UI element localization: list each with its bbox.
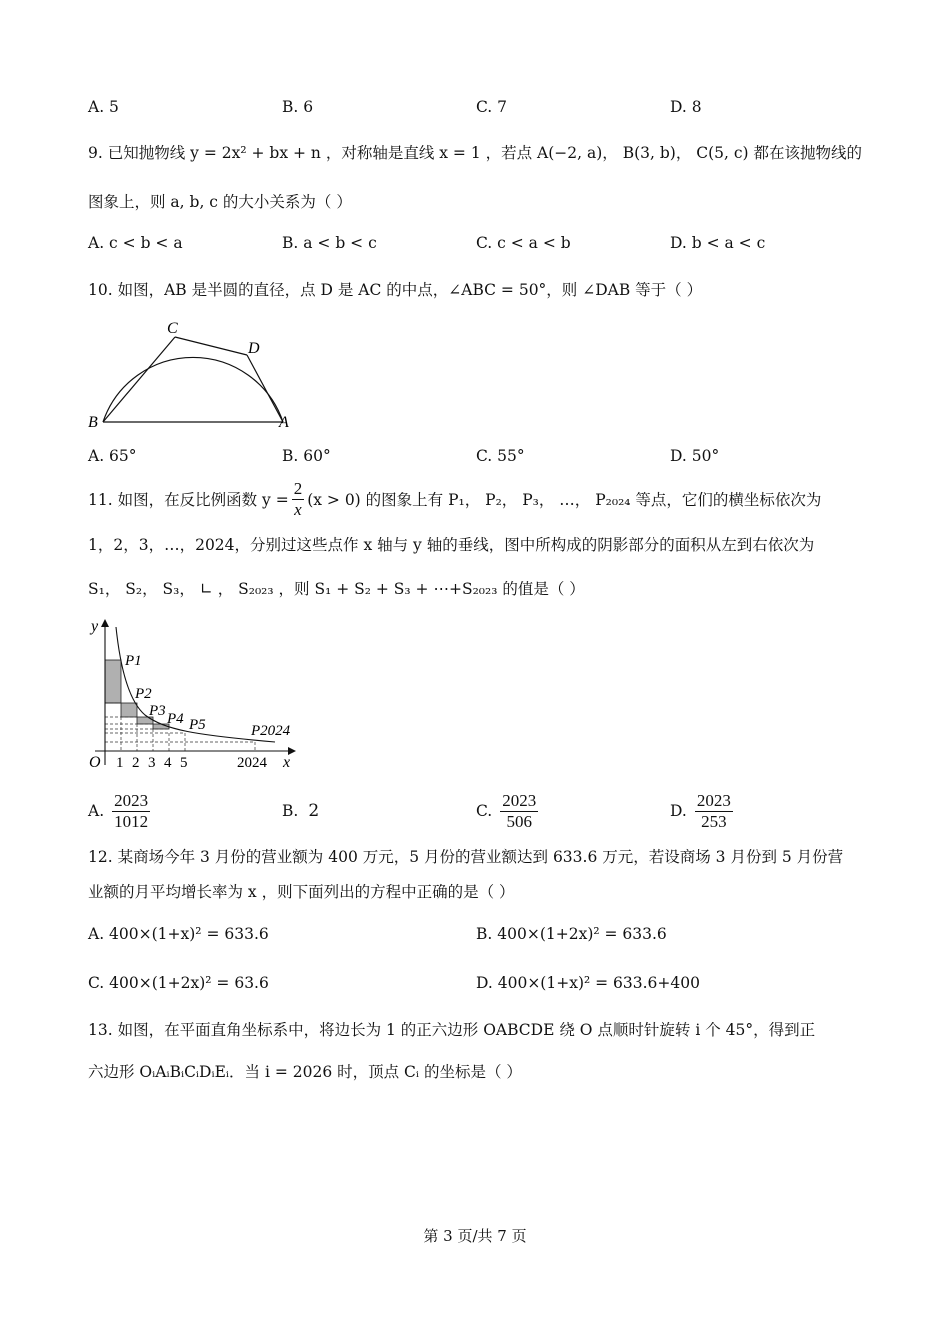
q11-option-b — [282, 788, 319, 834]
q11-option-c-letter: C. — [476, 802, 493, 820]
q11-option-a-den: 1012 — [114, 811, 149, 831]
q9-option-d: D. b < a < c — [670, 234, 766, 252]
q11-hyperbola-graph — [85, 615, 300, 775]
q11-option-d-den: 253 — [701, 811, 727, 831]
q10-option-b: B. 60° — [282, 447, 331, 465]
q9-option-b: B. a < b < c — [282, 234, 377, 252]
q13-stem-line1: 13. 如图，在平面直角坐标系中，将边长为 1 的正六边形 OABCDE 绕 O 点顺时针旋转 i 个 45°，得到正 — [88, 1021, 816, 1039]
q9-stem-line1: 9. 已知抛物线 y = 2x² + bx + n ，对称轴是直线 x = 1 ，若点 A(−2, a)， B(3, b)， C(5, c) 都在该抛物线的 — [88, 144, 863, 162]
q11-option-c-num: 2023 — [502, 790, 537, 810]
point-label-p1: P1 — [125, 653, 142, 669]
q8-option-b: B. 6 — [282, 98, 314, 116]
q11-stem-line2: 1，2，3，…，2024，分别过这些点作 x 轴与 y 轴的垂线，图中所构成的阴影部分的面积从左到右依次为 — [88, 536, 815, 554]
q11-frac-den: x — [294, 499, 302, 519]
q11-option-c-fraction — [500, 791, 538, 832]
label-c: C — [167, 320, 178, 337]
q11-option-c-den: 506 — [506, 811, 532, 831]
y-axis-arrow — [101, 619, 109, 627]
q11-option-d-letter: D. — [670, 802, 687, 820]
q11-fraction — [292, 479, 305, 520]
q11-stem-line3: S₁， S₂， S₃， ∟ ， S₂₀₂₃ ，则 S₁ + S₂ + S₃ + ⋯+S₂₀₂₃ 的值是（ ） — [88, 580, 585, 598]
q12-option-a: A. 400×(1+x)² = 633.6 — [88, 925, 269, 943]
q11-option-a-letter: A. — [88, 802, 105, 820]
segment-bc — [103, 337, 175, 422]
tick-label-3: 3 — [148, 755, 156, 771]
q13-stem-line2: 六边形 OᵢAᵢBᵢCᵢDᵢEᵢ．当 i = 2026 时，顶点 Cᵢ 的坐标是（ ） — [88, 1063, 522, 1081]
q11-stem-line1 — [88, 476, 821, 522]
q11-frac-num: 2 — [293, 478, 303, 498]
segment-da — [247, 355, 283, 422]
segment-cd — [175, 337, 247, 355]
q11-option-a-num: 2023 — [114, 790, 149, 810]
origin-label: O — [89, 754, 101, 771]
q11-stem-part1: 11. 如图，在反比例函数 y = — [88, 491, 289, 509]
q9-stem-line2: 图象上，则 a, b, c 的大小关系为（ ） — [88, 193, 352, 211]
tick-label-4: 4 — [164, 755, 172, 771]
q11-option-d-fraction — [695, 791, 733, 832]
x-axis-label: x — [283, 754, 291, 771]
q8-option-d: D. 8 — [670, 98, 702, 116]
q10-option-d: D. 50° — [670, 447, 720, 465]
tick-label-2024: 2024 — [237, 755, 267, 771]
tick-label-5: 5 — [180, 755, 188, 771]
q12-stem-line2: 业额的月平均增长率为 x ，则下面列出的方程中正确的是（ ） — [88, 883, 515, 901]
q11-option-d — [670, 788, 733, 834]
point-label-p2024: P2024 — [251, 723, 291, 739]
q11-option-b-letter: B. — [282, 802, 299, 820]
q11-option-c — [476, 788, 538, 834]
q11-option-b-value: 2 — [308, 801, 320, 821]
q8-option-a: A. 5 — [88, 98, 119, 116]
q10-stem: 10. 如图，AB 是半圆的直径，点 D 是 AC 的中点，∠ABC = 50°，则 ∠DAB 等于（ ） — [88, 281, 703, 299]
label-d: D — [248, 340, 260, 357]
tick-label-2: 2 — [132, 755, 140, 771]
q8-option-c: C. 7 — [476, 98, 508, 116]
q10-semicircle-figure — [85, 315, 300, 435]
point-label-p4: P4 — [167, 711, 184, 727]
y-axis-label: y — [91, 618, 99, 635]
q12-stem-line1: 12. 某商场今年 3 月份的营业额为 400 万元，5 月份的营业额达到 633.6 万元，若设商场 3 月份到 5 月份营 — [88, 848, 844, 866]
q12-option-b: B. 400×(1+2x)² = 633.6 — [476, 925, 667, 943]
q12-option-d: D. 400×(1+x)² = 633.6+400 — [476, 974, 700, 992]
label-b: B — [88, 414, 98, 431]
q9-option-a: A. c < b < a — [88, 234, 183, 252]
point-label-p2: P2 — [135, 686, 152, 702]
shaded-s2 — [121, 703, 137, 717]
point-label-p3: P3 — [149, 703, 166, 719]
q12-option-c: C. 400×(1+2x)² = 63.6 — [88, 974, 269, 992]
q11-stem-part2: (x > 0) 的图象上有 P₁， P₂， P₃， …， P₂₀₂₄ 等点，它们的横坐标依次为 — [307, 491, 822, 509]
page-footer: 第 3 页/共 7 页 — [423, 1227, 527, 1245]
q11-option-a-fraction — [112, 791, 150, 832]
q11-option-a — [88, 788, 150, 834]
q11-option-d-num: 2023 — [696, 790, 731, 810]
point-label-p5: P5 — [189, 717, 206, 733]
q10-option-a: A. 65° — [88, 447, 137, 465]
label-a: A — [279, 414, 289, 431]
q10-option-c: C. 55° — [476, 447, 525, 465]
q9-option-c: C. c < a < b — [476, 234, 571, 252]
shaded-s1 — [105, 660, 121, 703]
tick-label-1: 1 — [116, 755, 124, 771]
